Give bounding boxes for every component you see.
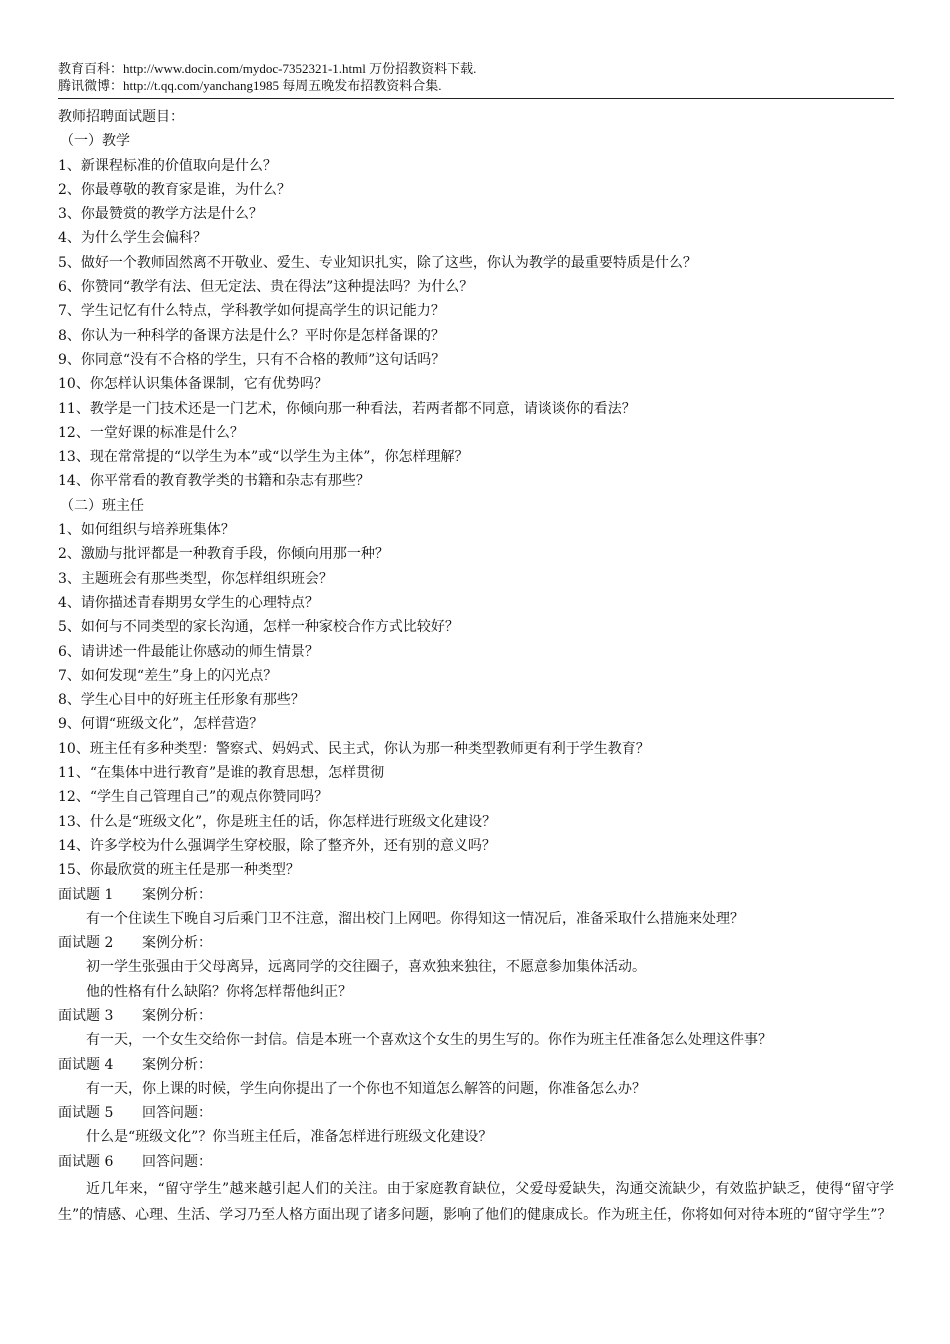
- case-type: 案例分析：: [142, 1056, 212, 1073]
- question-item: 7、如何发现“差生”身上的闪光点？: [58, 667, 278, 684]
- question-item: 2、你最尊敬的教育家是谁，为什么？: [58, 181, 291, 198]
- case-number: 面试题 3: [58, 1007, 114, 1024]
- question-item: 12、一堂好课的标准是什么？: [58, 424, 244, 441]
- question-item: 3、主题班会有那些类型，你怎样组织班会？: [58, 570, 333, 587]
- case-text: 有一天，你上课的时候，学生向你提出了一个你也不知道怎么解答的问题，你准备怎么办？: [86, 1080, 646, 1097]
- case-heading: [58, 1053, 894, 1077]
- question-item: 10、班主任有多种类型：警察式、妈妈式、民主式，你认为那一种类型教师更有利于学生教育？: [58, 740, 650, 757]
- document-body: [58, 105, 894, 1228]
- case-heading: [58, 1101, 894, 1125]
- section-heading-head-teacher: （二）班主任: [60, 497, 144, 514]
- interview-case-3: [58, 1004, 894, 1053]
- question-item: 5、如何与不同类型的家长沟通，怎样一种家校合作方式比较好？: [58, 619, 459, 636]
- case-type: 回答问题：: [142, 1105, 212, 1122]
- question-item: 4、请你描述青春期男女学生的心理特点？: [58, 594, 319, 611]
- question-item: 2、激励与批评都是一种教育手段，你倾向用那一种？: [58, 546, 389, 563]
- question-item: 1、如何组织与培养班集体？: [58, 522, 235, 539]
- question-item: 1、新课程标准的价值取向是什么？: [58, 157, 277, 174]
- question-item: 13、现在常常提的“以学生为本”或“以学生为主体”，你怎样理解？: [58, 449, 469, 466]
- case-number: 面试题 5: [58, 1105, 114, 1122]
- case-type: 回答问题：: [142, 1153, 212, 1170]
- question-item: 8、学生心目中的好班主任形象有那些？: [58, 692, 305, 709]
- interview-case-5: [58, 1101, 894, 1150]
- case-heading: [58, 1004, 894, 1028]
- question-item: 9、何谓“班级文化”，怎样营造？: [58, 716, 264, 733]
- question-item: 3、你最赞赏的教学方法是什么？: [58, 206, 263, 223]
- page-header: [58, 60, 894, 99]
- case-type: 案例分析：: [142, 935, 212, 952]
- case-type: 案例分析：: [142, 1007, 212, 1024]
- question-item: 11、“在集体中进行教育”是谁的教育思想，怎样贯彻: [58, 765, 385, 782]
- question-item: 7、学生记忆有什么特点，学科教学如何提高学生的识记能力？: [58, 303, 445, 320]
- section-heading-teaching: （一）教学: [60, 133, 130, 150]
- header-line-docin: 教育百科：http://www.docin.com/mydoc-7352321-1.html 万份招教资料下载.: [58, 61, 477, 76]
- question-item: 8、你认为一种科学的备课方法是什么？平时你是怎样备课的？: [58, 327, 445, 344]
- teaching-question-list: [58, 154, 894, 494]
- question-item: 9、你同意“没有不合格的学生，只有不合格的教师”这句话吗？: [58, 351, 446, 368]
- interview-case-6: [58, 1150, 894, 1228]
- case-number: 面试题 2: [58, 935, 114, 952]
- case-text: 有一天，一个女生交给你一封信。信是本班一个喜欢这个女生的男生写的。你作为班主任准备怎么处理这件事？: [86, 1032, 772, 1049]
- case-heading: [58, 1150, 894, 1174]
- case-text: 有一个住读生下晚自习后乘门卫不注意，溜出校门上网吧。你得知这一情况后，准备采取什么措施来处理？: [86, 910, 744, 927]
- case-heading: [58, 931, 894, 955]
- question-item: 4、为什么学生会偏科？: [58, 230, 207, 247]
- document-page: [58, 60, 894, 1228]
- head-teacher-question-list: [58, 518, 894, 882]
- question-item: 14、你平常看的教育教学类的书籍和杂志有那些？: [58, 473, 370, 490]
- interview-case-2: [58, 931, 894, 1004]
- case-text: 他的性格有什么缺陷？你将怎样帮他纠正？: [86, 983, 352, 1000]
- question-item: 14、许多学校为什么强调学生穿校服，除了整齐外，还有别的意义吗？: [58, 837, 496, 854]
- case-number: 面试题 4: [58, 1056, 114, 1073]
- question-item: 13、什么是“班级文化”，你是班主任的话，你怎样进行班级文化建设？: [58, 813, 497, 830]
- case-type: 案例分析：: [142, 886, 212, 903]
- question-item: 11、教学是一门技术还是一门艺术，你倾向那一种看法，若两者都不同意，请谈谈你的看法？: [58, 400, 636, 417]
- case-text: 初一学生张强由于父母离异，远离同学的交往圈子，喜欢独来独往，不愿意参加集体活动。: [86, 959, 646, 976]
- question-item: 12、“学生自己管理自己”的观点你赞同吗？: [58, 789, 329, 806]
- question-item: 10、你怎样认识集体备课制，它有优势吗？: [58, 376, 328, 393]
- interview-case-4: [58, 1053, 894, 1102]
- question-item: 6、你赞同“教学有法、但无定法、贵在得法”这种提法吗？为什么？: [58, 279, 474, 296]
- case-number: 面试题 1: [58, 886, 114, 903]
- question-item: 6、请讲述一件最能让你感动的师生情景？: [58, 643, 319, 660]
- document-title: 教师招聘面试题目：: [58, 109, 184, 125]
- case-paragraph: 近几年来，“留守学生”越来越引起人们的关注。由于家庭教育缺位，父爱母爱缺失，沟通交流缺少，有效监护缺乏，使得“留守学生”的情感、心理、生活、学习乃至人格方面出现了诸多问题，影响了他们的健康成长。作为班主任，你将如何对待本班的“留守学生”？: [58, 1181, 894, 1224]
- case-text: 什么是“班级文化”？你当班主任后，准备怎样进行班级文化建设？: [86, 1129, 493, 1146]
- header-line-weibo: 腾讯微博：http://t.qq.com/yanchang1985 每周五晚发布招教资料合集.: [58, 78, 442, 93]
- interview-case-1: [58, 883, 894, 932]
- question-item: 15、你最欣赏的班主任是那一种类型？: [58, 862, 300, 879]
- case-number: 面试题 6: [58, 1153, 114, 1170]
- question-item: 5、做好一个教师固然离不开敬业、爱生、专业知识扎实，除了这些，你认为教学的最重要特质是什么？: [58, 254, 697, 271]
- case-heading: [58, 883, 894, 907]
